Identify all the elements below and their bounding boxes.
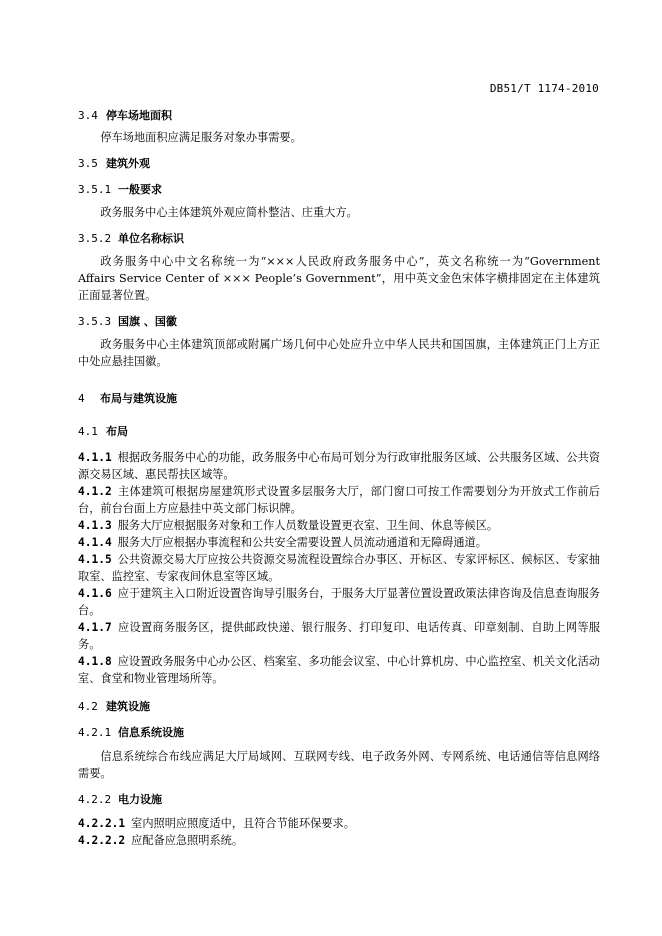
list-item: 4.1.3 服务大厅应根据服务对象和工作人员数量设置更衣室、卫生间、休息等候区。 — [78, 519, 499, 532]
heading-3-5: 3.5 建筑外观 — [78, 157, 150, 170]
list-item: 4.2.2.2 应配备应急照明系统。 — [78, 834, 244, 847]
list-item: 4.1.5 公共资源交易大厅应按公共资源交易流程设置综合办事区、开标区、专家评标区、候标区、专家抽取室、监控室、专家夜间休息室等区域。 — [78, 553, 600, 583]
list-item: 4.2.2.1 室内照明应照度适中，且符合节能环保要求。 — [78, 817, 355, 830]
heading-4: 4 布局与建筑设施 — [78, 392, 177, 405]
document-code: DB51/T 1174-2010 — [489, 82, 599, 95]
para-3-4: 停车场地面积应满足服务对象办事需要。 — [100, 131, 302, 144]
list-item: 4.1.4 服务大厅应根据办事流程和公共安全需要设置人员流动通道和无障碍通道。 — [78, 536, 487, 549]
list-item: 4.1.8 应设置政务服务中心办公区、档案室、多功能会议室、中心计算机房、中心监控室、机关文化活动室、食堂和物业管理场所等。 — [78, 655, 600, 685]
para-3-5-2: 政务服务中心中文名称统一为“×××人民政府政务服务中心”，英文名称统一为“Government Affairs Service Center of ××× People’s Government”，用中英文金色宋体字横排固定在主体建筑正面显著位置。 — [78, 255, 600, 302]
heading-3-4: 3.4 停车场地面积 — [78, 109, 172, 122]
heading-4-2-1: 4.2.1 信息系统设施 — [78, 726, 184, 739]
heading-4-2-2: 4.2.2 电力设施 — [78, 793, 162, 806]
heading-3-5-2: 3.5.2 单位名称标识 — [78, 232, 184, 245]
list-item: 4.1.7 应设置商务服务区，提供邮政快递、银行服务、打印复印、电话传真、印章刻制、自助上网等服务。 — [78, 621, 600, 651]
para-3-5-3: 政务服务中心主体建筑顶部或附属广场几何中心处应升立中华人民共和国国旗，主体建筑正门上方正中处应悬挂国徽。 — [78, 338, 600, 368]
para-4-2-1: 信息系统综合布线应满足大厅局域网、互联网专线、电子政务外网、专网系统、电话通信等信息网络需要。 — [78, 750, 600, 780]
heading-4-1: 4.1 布局 — [78, 425, 128, 438]
document-body — [78, 100, 600, 849]
list-item: 4.1.1 根据政务服务中心的功能，政务服务中心布局可划分为行政审批服务区域、公共服务区域、公共资源交易区域、惠民帮扶区域等。 — [78, 451, 600, 481]
list-4-1 — [78, 449, 600, 687]
list-item: 4.1.6 应于建筑主入口附近设置咨询导引服务台，于服务大厅显著位置设置政策法律咨询及信息查询服务台。 — [78, 587, 600, 617]
heading-3-5-1: 3.5.1 一般要求 — [78, 183, 162, 196]
heading-3-5-3: 3.5.3 国旗 、国徽 — [78, 315, 177, 328]
list-item: 4.1.2 主体建筑可根据房屋建筑形式设置多层服务大厅，部门窗口可按工作需要划分为开放式工作前后台，前台台面上方应悬挂中英文部门标识牌。 — [78, 485, 600, 515]
para-3-5-1: 政务服务中心主体建筑外观应简朴整洁、庄重大方。 — [100, 206, 358, 219]
heading-4-2: 4.2 建筑设施 — [78, 700, 150, 713]
list-4-2-2 — [78, 815, 600, 849]
